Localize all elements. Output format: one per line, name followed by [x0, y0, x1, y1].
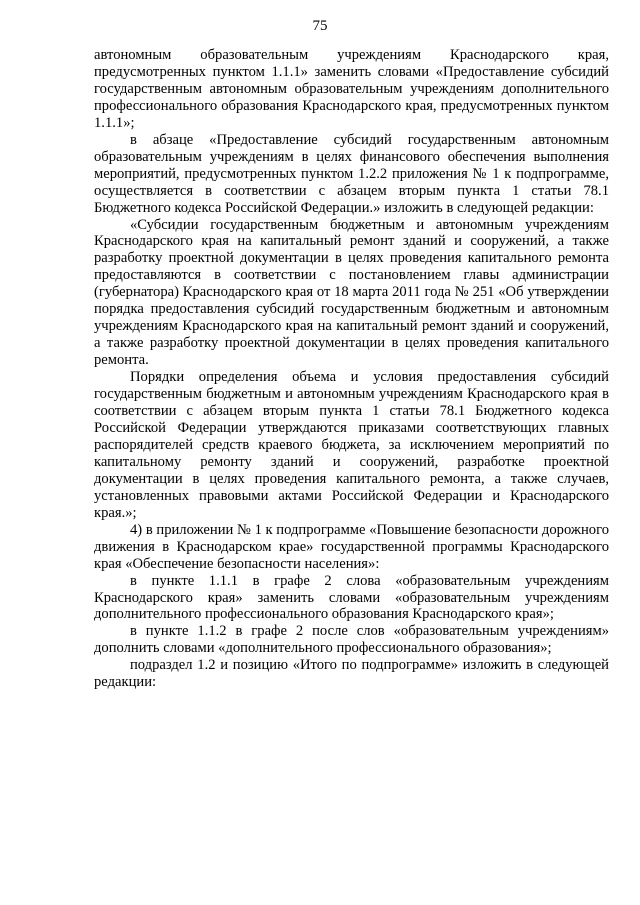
paragraph-procedures: Порядки определения объема и условия предоставления субсидий государственным бюджетным и автономным учреждениям Краснодарского края в соответствии с абзацем вторым пункта 1 статьи 78.1 Бюджетного кодекса Российской Федерации утверждаются приказами соответствующих главных распорядителей средств краевого бюджета, за исключением мероприятий по капитальному ремонту зданий и сооружений, разработке проектной документации в целях проведения капитального ремонта, а также случаев, установленных правовыми актами Российской Федерации и Краснодарского края.»; — [94, 369, 609, 521]
paragraph-subsection-1-2: подраздел 1.2 и позицию «Итого по подпрограмме» изложить в следующей редакции: — [94, 657, 609, 691]
paragraph-quoted-subsidies: «Субсидии государственным бюджетным и автономным учреждениям Краснодарского края на капитальный ремонт зданий и сооружений, а также разработку проектной документации в целях проведения капитального ремонта предоставляются в соответствии с постановлением главы администрации (губернатора) Краснодарского края от 18 марта 2011 года № 251 «Об утверждении порядка предоставления субсидий государственным бюджетным и автономным учреждениям Краснодарского края на капитальный ремонт зданий и сооружений, а также разработку проектной документации в целях проведения капитального ремонта. — [94, 216, 609, 369]
document-body — [94, 47, 609, 691]
paragraph-continuation: автономным образовательным учреждениям Краснодарского края, предусмотренных пунктом 1.1.1» заменить словами «Предоставление субсидий государственным автономным образовательным учреждениям дополнительного профессионального образования Краснодарского края, предусмотренных пунктом 1.1.1»; — [94, 47, 609, 131]
paragraph-point-1-1-2: в пункте 1.1.2 в графе 2 после слов «образовательным учреждениям» дополнить словами «дополнительного профессионального образования»; — [94, 623, 609, 657]
paragraph-item-4: 4) в приложении № 1 к подпрограмме «Повышение безопасности дорожного движения в Краснодарском крае» государственной программы Краснодарского края «Обеспечение безопасности населения»: — [94, 521, 609, 572]
page-number: 75 — [312, 18, 328, 34]
paragraph-point-1-1-1: в пункте 1.1.1 в графе 2 слова «образовательным учреждениям Краснодарского края» заменить словами «образовательным учреждениям дополнительного профессионального образования Краснодарского края»; — [94, 572, 609, 623]
paragraph-abzac-amendment: в абзаце «Предоставление субсидий государственным автономным образовательным учреждениям в целях финансового обеспечения выполнения мероприятий, предусмотренных пунктом 1.2.2 приложения № 1 к подпрограмме, осуществляется в соответствии с абзацем вторым пункта 1 статьи 78.1 Бюджетного кодекса Российской Федерации.» изложить в следующей редакции: — [94, 131, 609, 216]
